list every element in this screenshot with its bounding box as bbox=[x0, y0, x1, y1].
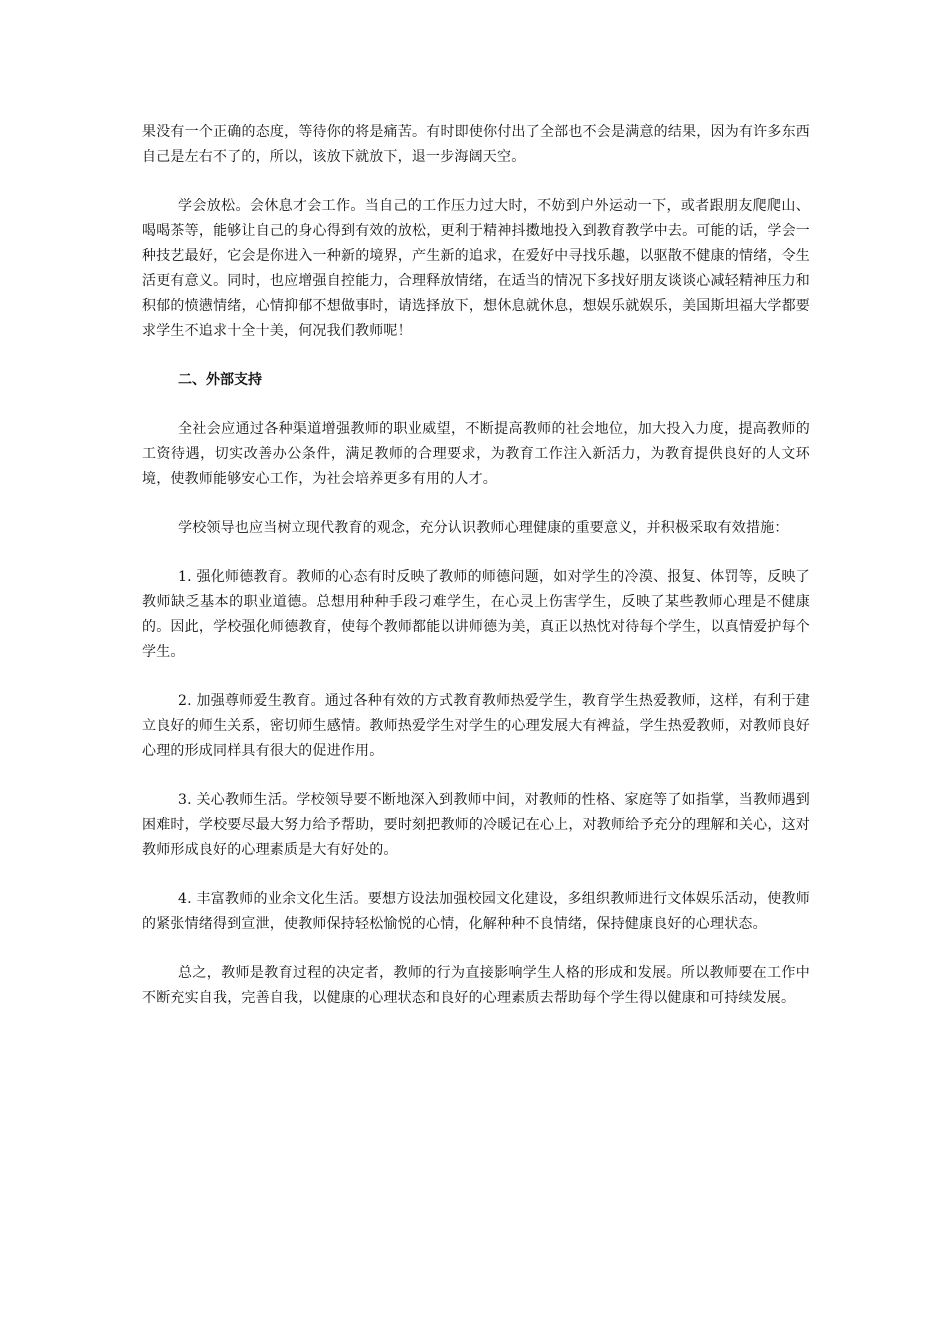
paragraph-society-support: 全社会应通过各种渠道增强教师的职业威望，不断提高教师的社会地位，加大投入力度，提高教师的工资待遇，切实改善办公条件，满足教师的合理要求，为教育工作注入新活力，为教育提供良好的人文环境，使教师能够安心工作，为社会培养更多有用的人才。 bbox=[142, 421, 810, 487]
paragraph-item-1: 1. 强化师德教育。教师的心态有时反映了教师的师德问题，如对学生的冷漠、报复、体罚等，反映了教师缺乏基本的职业道德。总想用种种手段刁难学生，在心灵上伤害学生，反映了某些教师心理是不健康的。因此，学校强化师德教育，使每个教师都能以讲师德为美，真正以热忱对待每个学生，以真情爱护每个学生。 bbox=[142, 569, 810, 660]
paragraph-school-leaders: 学校领导也应当树立现代教育的观念，充分认识教师心理健康的重要意义，并积极采取有效措施： bbox=[178, 520, 789, 536]
paragraph-conclusion: 总之，教师是教育过程的决定者，教师的行为直接影响学生人格的形成和发展。所以教师要在工作中不断充实自我，完善自我，以健康的心理状态和良好的心理素质去帮助每个学生得以健康和可持续发展。 bbox=[142, 965, 810, 1006]
paragraph-item-4: 4. 丰富教师的业余文化生活。要想方设法加强校园文化建设，多组织教师进行文体娱乐活动，使教师的紧张情绪得到宣泄，使教师保持轻松愉悦的心情，化解种种不良情绪，保持健康良好的心理状态。 bbox=[142, 891, 810, 932]
paragraph-continuation: 果没有一个正确的态度，等待你的将是痛苦。有时即使你付出了全部也不会是满意的结果，因为有许多东西自己是左右不了的，所以，该放下就放下，退一步海阔天空。 bbox=[142, 124, 810, 165]
section-heading-external-support: 二、外部支持 bbox=[178, 372, 262, 388]
paragraph-item-3: 3. 关心教师生活。学校领导要不断地深入到教师中间，对教师的性格、家庭等了如指掌，当教师遇到困难时，学校要尽最大努力给予帮助，要时刻把教师的冷暖记在心上，对教师给予充分的理解和关心，这对教师形成良好的心理素质是大有好处的。 bbox=[142, 792, 810, 858]
paragraph-item-2: 2. 加强尊师爱生教育。通过各种有效的方式教育教师热爱学生，教育学生热爱教师，这样，有利于建立良好的师生关系，密切师生感情。教师热爱学生对学生的心理发展大有裨益，学生热爱教师，对教师良好心理的形成同样具有很大的促进作用。 bbox=[142, 693, 810, 759]
paragraph-relax: 学会放松。会休息才会工作。当自己的工作压力过大时，不妨到户外运动一下，或者跟朋友爬爬山、喝喝茶等，能够让自己的身心得到有效的放松，更利于精神抖擞地投入到教育教学中去。可能的话，学会一种技艺最好，它会是你进入一种新的境界，产生新的追求，在爱好中寻找乐趣，以驱散不健康的情绪，令生活更有意义。同时，也应增强自控能力，合理释放情绪，在适当的情况下多找好朋友谈谈心减轻精神压力和积郁的愤懑情绪，心情抑郁不想做事时，请选择放下，想休息就休息，想娱乐就娱乐，美国斯坦福大学都要求学生不追求十全十美，何况我们教师呢！ bbox=[142, 198, 810, 339]
document-body bbox=[142, 120, 810, 1035]
